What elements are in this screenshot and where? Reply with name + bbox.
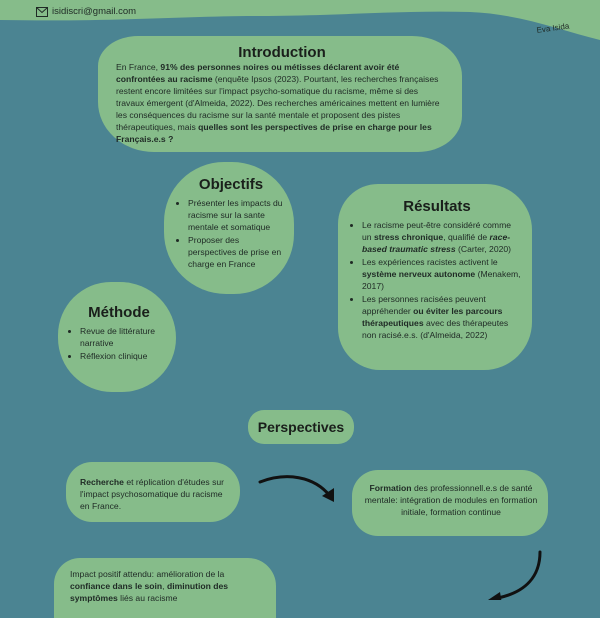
intro-bold-1: 91% des personnes noires ou métisses déclarent avoir été confrontées au racisme [116, 62, 400, 84]
impact-card [54, 558, 276, 618]
methode-title: Méthode [88, 304, 150, 321]
result-1-italic: race-based traumatic stress [362, 232, 511, 254]
intro-text-2: (enquête Ipsos (2023). Pourtant, les recherches françaises restent encore limitées sur l'impact psycho-somatique du racisme, même si des travaux émergent (d'Almeida, 2022). Des recherches américaines mettent en lumière les conséquences du racisme sur la santé mentale et proposent des pistes thérapeutiques, mais [116, 74, 440, 132]
impact-bold-1: confiance dans le soin [70, 581, 163, 591]
result-3-bold: ou éviter les parcours thérapeutiques [362, 306, 503, 328]
result-2-text: Les expériences racistes activent le [362, 257, 498, 267]
curved-arrow-down-icon [478, 548, 548, 600]
objectifs-list [178, 197, 284, 270]
resultats-title: Résultats [403, 198, 471, 215]
result-1-text: , qualifié de [443, 232, 490, 242]
resultats-list [352, 219, 522, 341]
impact-text [70, 568, 266, 604]
result-3-text: Les personnes racisées peuvent appréhender [362, 294, 486, 316]
intro-bold-2: quelles sont les perspectives de prise en charge pour les Français.e.s ? [116, 122, 432, 144]
envelope-icon [36, 7, 48, 17]
formation-card [352, 470, 548, 536]
result-1-text: Le racisme peut-être considéré comme un [362, 220, 512, 242]
formation-body: des professionnell.e.s de santé mentale: intégration de modules en formation initiale, formation continue [364, 483, 538, 517]
introduction-title: Introduction [238, 44, 326, 61]
recherche-text [80, 476, 230, 512]
email-contact[interactable] [36, 6, 136, 17]
recherche-bold: Recherche [80, 477, 124, 487]
impact-text-1: Impact positif attendu: amélioration de la [70, 569, 225, 579]
result-2-bold: système nerveux autonome [362, 269, 476, 279]
result-3-citation: avec des thérapeutes non racisé.e.s. (d'Almeida, 2022) [362, 318, 509, 340]
list-item [362, 219, 522, 255]
list-item: • Réflexion clinique [80, 350, 168, 362]
email-text: isidiscri@gmail.com [52, 6, 137, 17]
introduction-text [116, 61, 448, 145]
list-item [362, 256, 522, 292]
intro-text-1: En France, [116, 62, 161, 72]
list-item [362, 293, 522, 341]
list-item: • Présenter les impacts du racisme sur la sante mentale et somatique [188, 197, 284, 233]
formation-bold: Formation [369, 483, 412, 493]
introduction-card [98, 36, 462, 152]
result-2-citation: (Menakem, 2017) [362, 269, 521, 291]
result-1-citation: (Carter, 2020) [455, 244, 512, 254]
objectifs-title: Objectifs [198, 176, 264, 193]
methode-card [58, 282, 176, 392]
list-item: • Proposer des perspectives de prise en charge en France [188, 234, 284, 270]
recherche-card [66, 462, 240, 522]
resultats-card [338, 184, 532, 370]
list-item: • Revue de littérature narrative [80, 325, 168, 349]
recherche-body: et réplication d'études sur l'impact psychosomatique du racisme en France. [80, 477, 225, 511]
formation-text [364, 482, 538, 518]
objectifs-card [164, 162, 294, 294]
impact-text-2: , [162, 581, 167, 591]
impact-text-3: liés au racisme [117, 593, 178, 603]
result-1-bold: stress chronique [373, 232, 444, 242]
author-name: Eva Isida [536, 21, 570, 35]
impact-bold-2: diminution des symptômes [70, 581, 229, 603]
methode-list [70, 325, 168, 362]
perspectives-title: Perspectives [248, 410, 354, 444]
curved-arrow-right-icon [256, 472, 342, 508]
